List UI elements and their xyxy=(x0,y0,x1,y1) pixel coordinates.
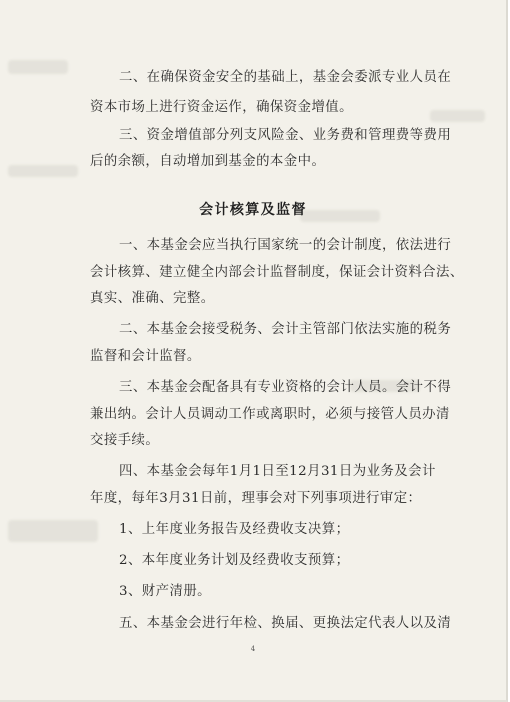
body-line-9: 监督和会计监督。 xyxy=(90,349,201,364)
scan-blotch xyxy=(8,165,78,177)
body-line-7: 真实、准确、完整。 xyxy=(90,291,215,306)
scan-blotch xyxy=(8,60,68,74)
body-line-10: 三、本基金会配备具有专业资格的会计人员。会计不得 xyxy=(119,380,452,395)
body-line-6: 会计核算、建立健全内部会计监督制度，保证会计资料合法、 xyxy=(90,265,464,280)
body-line-12: 交接手续。 xyxy=(90,433,160,448)
list-item-3: 3、财产清册。 xyxy=(119,584,212,599)
scan-blotch xyxy=(430,110,485,122)
scan-blotch xyxy=(8,520,98,542)
body-line-1: 二、在确保资金安全的基础上，基金会委派专业人员在 xyxy=(119,70,452,85)
section-heading: 会计核算及监督 xyxy=(199,202,307,218)
list-item-2: 2、本年度业务计划及经费收支预算； xyxy=(119,553,350,568)
list-item-1: 1、上年度业务报告及经费收支决算； xyxy=(119,522,350,537)
body-line-18: 五、本基金会进行年检、换届、更换法定代表人以及清 xyxy=(119,616,452,631)
body-line-5: 一、本基金会应当执行国家统一的会计制度，依法进行 xyxy=(119,238,452,253)
body-line-8: 二、本基金会接受税务、会计主管部门依法实施的税务 xyxy=(119,322,452,337)
body-line-3: 三、资金增值部分列支风险金、业务费和管理费等费用 xyxy=(119,128,452,143)
body-line-14: 年度，每年3月31日前，理事会对下列事项进行审定： xyxy=(90,491,422,506)
body-line-13: 四、本基金会每年1月1日至12月31日为业务及会计 xyxy=(119,464,436,479)
body-line-11: 兼出纳。会计人员调动工作或离职时，必须与接管人员办清 xyxy=(90,407,450,422)
page-number: 4 xyxy=(250,645,256,653)
body-line-2: 资本市场上进行资金运作，确保资金增值。 xyxy=(90,100,353,115)
body-line-4: 后的余额，自动增加到基金的本金中。 xyxy=(90,154,326,169)
